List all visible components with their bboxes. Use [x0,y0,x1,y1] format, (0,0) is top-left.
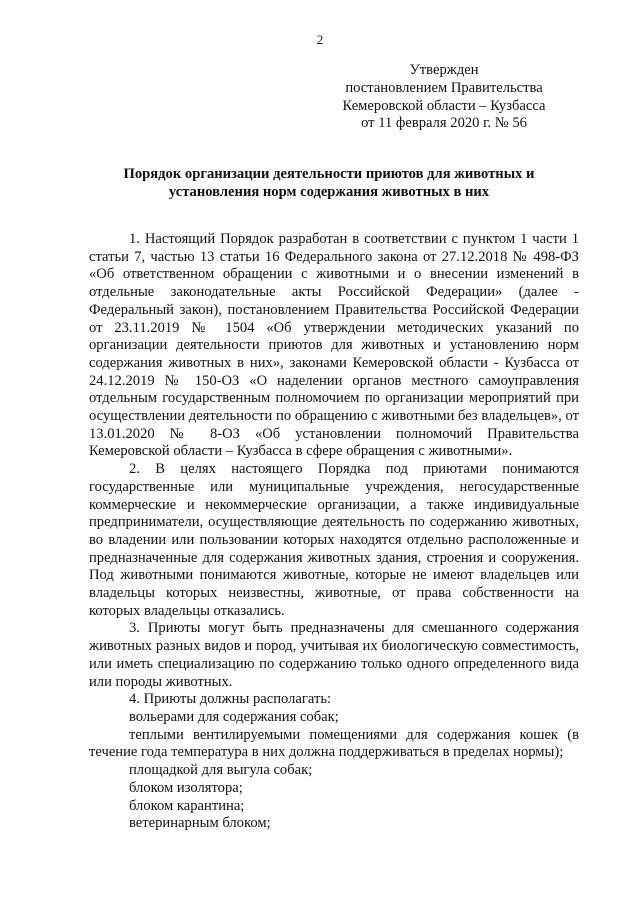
list-item-cat-rooms: теплыми вентилируемыми помещениями для содержания кошек (в течение года температура в них должна поддерживаться в пределах нормы); [89,726,579,761]
list-item-isolation: блоком изолятора; [129,779,243,796]
list-item-veterinary: ветеринарным блоком; [129,815,271,832]
document-title [92,165,566,201]
approval-block [314,62,574,133]
title-line: Порядок организации деятельности приютов для животных и [123,166,535,182]
approval-line: Кемеровской области – Кузбасса [342,97,546,114]
approval-line: Утвержден [409,62,479,78]
paragraph-4: 4. Приюты должны располагать: [129,691,332,708]
list-item-walking-area: площадкой для выгула собак; [129,762,313,779]
list-item-quarantine: блоком карантина; [129,797,245,814]
approval-line: постановлением Правительства [345,79,543,96]
document-body [89,231,579,833]
paragraph-1: 1. Настоящий Порядок разработан в соответствии с пунктом 1 части 1 статьи 7, частью 13 статьи 16 Федерального закона от 27.12.2018 № 498-ФЗ «Об ответственном обращении с животными и о внесении изменений в отдельные законодательные акты Российской Федерации» (далее - Федеральный закон), постановлением Правительства Российской Федерации от 23.11.2019 № 1504 «Об утверждении методических указаний по организации деятельности приютов для животных и установлению норм содержания животных в них», законами Кемеровской области - Кузбасса от 24.12.2019 № 150-ОЗ «О наделении органов местного самоуправления отдельным государственным полномочием по организации мероприятий при осуществлении деятельности по обращению с животными без владельцев», от 13.01.2020 № 8-ОЗ «Об установлении полномочий Правительства Кемеровской области – Кузбасса в сфере обращения с животными». [89,231,579,460]
title-line: установления норм содержания животных в них [168,184,490,200]
list-item-aviaries: вольерами для содержания собак; [129,708,339,725]
paragraph-3: 3. Приюты могут быть предназначены для смешанного содержания животных разных видов и пород, учитывая их биологическую совместимость, или иметь специализацию по содержанию только одного определенного вида или породы животных. [89,620,579,690]
approval-line: от 11 февраля 2020 г. № 56 [361,115,527,132]
page-number: 2 [316,32,324,47]
paragraph-2: 2. В целях настоящего Порядка под приютами понимаются государственные или муниципальные учреждения, негосударственные коммерческие и некоммерческие организации, а также индивидуальные предприниматели, осуществляющие деятельность по содержанию животных, во владении или пользовании которых находятся отдельно расположенные и предназначенные для содержания животных здания, строения и сооружения. Под животными понимаются животные, которые не имеют владельцев или владельцы которых неизвестны, животные, от права собственности на которых владельцы отказались. [89,461,579,619]
